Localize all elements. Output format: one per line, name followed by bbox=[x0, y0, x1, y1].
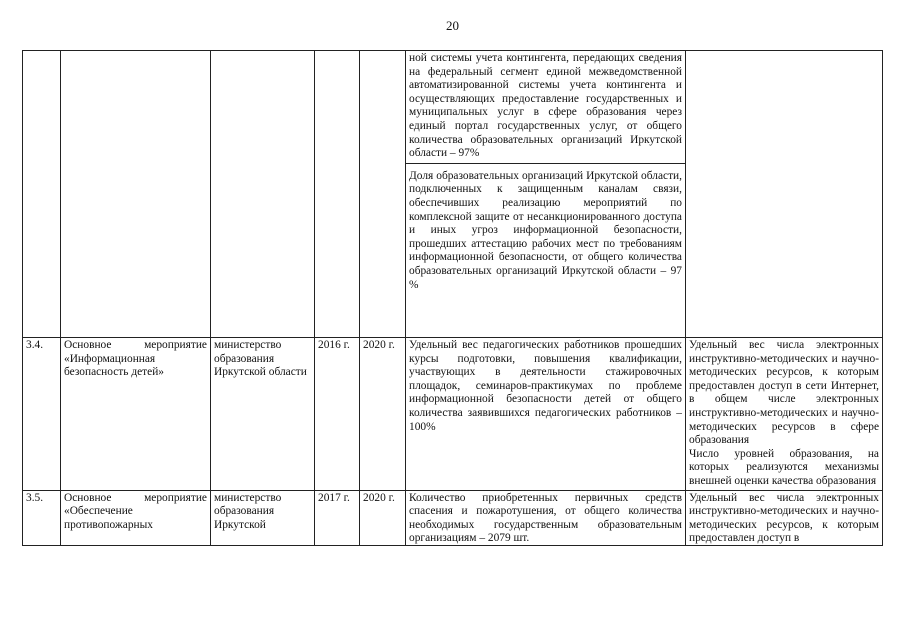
cell-start: 2016 г. bbox=[315, 338, 360, 491]
cell-num: 3.5. bbox=[23, 490, 61, 545]
cell-name: Основное мероприятие «Информационная безопасность детей» bbox=[61, 338, 211, 491]
indicator-text: Удельный вес педагогических работников прошедших курсы подготовки, повышения квалификации, участвующих в деятельности стажировочных площадок, семинаров-практикумах по проблеме информационной безопасности детей от общего количества заявившихся педагогических работников – 100% bbox=[406, 338, 686, 491]
table-row bbox=[23, 338, 883, 491]
cell-start bbox=[315, 51, 360, 338]
indicator-text: ной системы учета контингента, передающих сведения на федеральный сегмент единой межведомственной автоматизированной системы учета контингента и осуществляющих предоставление государственных и муниципальных услуг в сфере образования через единый портал государственных услуг, от общего количества образовательных организаций Иркутской области – 97% bbox=[406, 52, 685, 164]
cell-executor bbox=[211, 490, 315, 545]
indicator-text-inner: Количество приобретенных первичных средств спасения и пожаротушения, от общего количества необходимых государственным образовательным организациям – 2079 шт. bbox=[409, 491, 682, 544]
measures-table bbox=[22, 50, 883, 546]
table-row-continuation bbox=[23, 51, 883, 338]
page-number: 20 bbox=[446, 18, 459, 33]
cell-targets bbox=[686, 490, 883, 545]
cell-name bbox=[61, 490, 211, 545]
target-text: Число уровней образования, на которых реализуются механизмы внешней оценки качества образования bbox=[689, 447, 879, 487]
table-row bbox=[23, 490, 883, 545]
indicator-text: Доля образовательных организаций Иркутской области, подключенных к защищенным каналам связи, обеспечивших реализацию мероприятий по комплексной защите от несанкционированного доступа и иных угроз информационной безопасности, прошедших аттестацию рабочих мест по требованиям информационной безопасности, от общего количества образовательных организаций Иркутской области – 97 % bbox=[409, 169, 682, 291]
target-text: Удельный вес числа электронных инструктивно-методических и научно-методических ресурсов, к которым предоставлен доступ в сети Интернет, в общем числе электронных инструктивно-методических и научно-методических ресурсов в сфере образования bbox=[689, 339, 879, 447]
cell-num: 3.4. bbox=[23, 338, 61, 491]
cell-indicators bbox=[406, 51, 686, 338]
cell-name bbox=[61, 51, 211, 338]
cell-start: 2017 г. bbox=[315, 490, 360, 545]
cell-end bbox=[360, 51, 406, 338]
cell-end: 2020 г. bbox=[360, 338, 406, 491]
cell-num bbox=[23, 51, 61, 338]
cell-executor bbox=[211, 51, 315, 338]
executor-text: министерство образования Иркутской bbox=[214, 491, 282, 531]
cell-targets bbox=[686, 51, 883, 338]
cell-end: 2020 г. bbox=[360, 490, 406, 545]
indicator-text bbox=[406, 490, 686, 545]
cell-executor: министерство образования Иркутской области bbox=[211, 338, 315, 491]
cell-targets bbox=[686, 338, 883, 491]
name-text: Основное мероприятие «Обеспечение противопожарных bbox=[64, 491, 207, 531]
target-text: Удельный вес числа электронных инструктивно-методических и научно-методических ресурсов, к которым предоставлен доступ в bbox=[689, 491, 879, 544]
